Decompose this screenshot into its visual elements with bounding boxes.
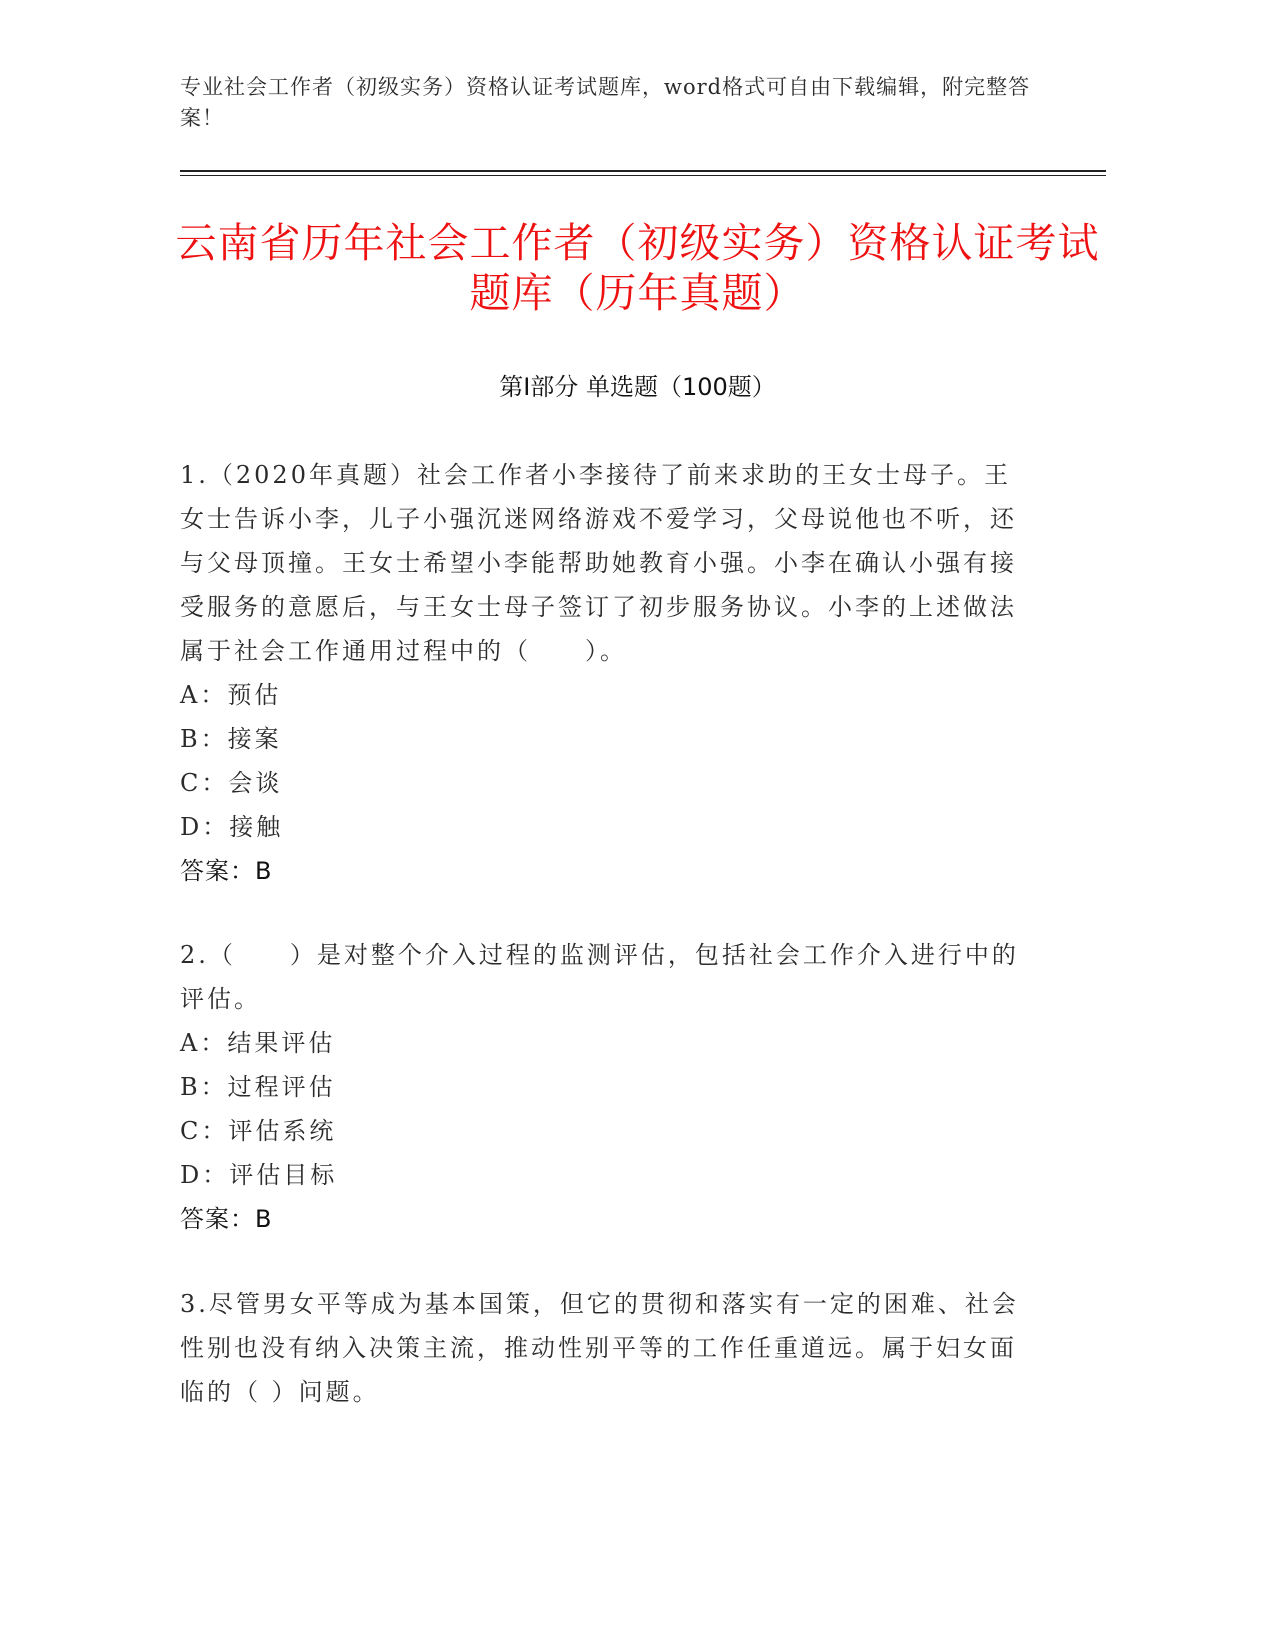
- question-stem: 2.（ ）是对整个介入过程的监测评估，包括社会工作介入进行中的评估。: [180, 941, 1019, 1013]
- question-stem: 1.（2020年真题）社会工作者小李接待了前来求助的王女士母子。王女士告诉小李，儿子小强沉迷网络游戏不爱学习，父母说他也不听，还与父母顶撞。王女士希望小李能帮助她教育小强。小李在确认小强有接受服务的意愿后，与王女士母子签订了初步服务协议。小李的上述做法属于社会工作通用过程中的（ ）。: [180, 461, 1017, 665]
- option-b: B：过程评估: [180, 1073, 336, 1101]
- option-d: D：接触: [180, 813, 284, 841]
- question-1: [180, 453, 1030, 893]
- answer: 答案：B: [180, 857, 273, 885]
- option-b: B：接案: [180, 725, 282, 753]
- header-divider-thin: [180, 175, 1106, 176]
- option-a: A：结果评估: [180, 1029, 336, 1057]
- option-a: A：预估: [180, 681, 282, 709]
- option-c: C：评估系统: [180, 1117, 337, 1145]
- question-3: [180, 1282, 1030, 1414]
- document-title: 云南省历年社会工作者（初级实务）资格认证考试题库（历年真题）: [175, 219, 1100, 317]
- question-stem: 3.尽管男女平等成为基本国策，但它的贯彻和落实有一定的困难、社会性别也没有纳入决策主流，推动性别平等的工作任重道远。属于妇女面临的（ ）问题。: [180, 1290, 1019, 1406]
- option-d: D：评估目标: [180, 1161, 338, 1189]
- answer: 答案：B: [180, 1205, 273, 1233]
- header-note: 专业社会工作者（初级实务）资格认证考试题库，word格式可自由下载编辑，附完整答案！: [180, 75, 1031, 130]
- option-c: C：会谈: [180, 769, 283, 797]
- header-divider-thick: [180, 170, 1106, 172]
- section-heading: 第I部分 单选题（100题）: [499, 373, 776, 401]
- question-2: [180, 933, 1030, 1241]
